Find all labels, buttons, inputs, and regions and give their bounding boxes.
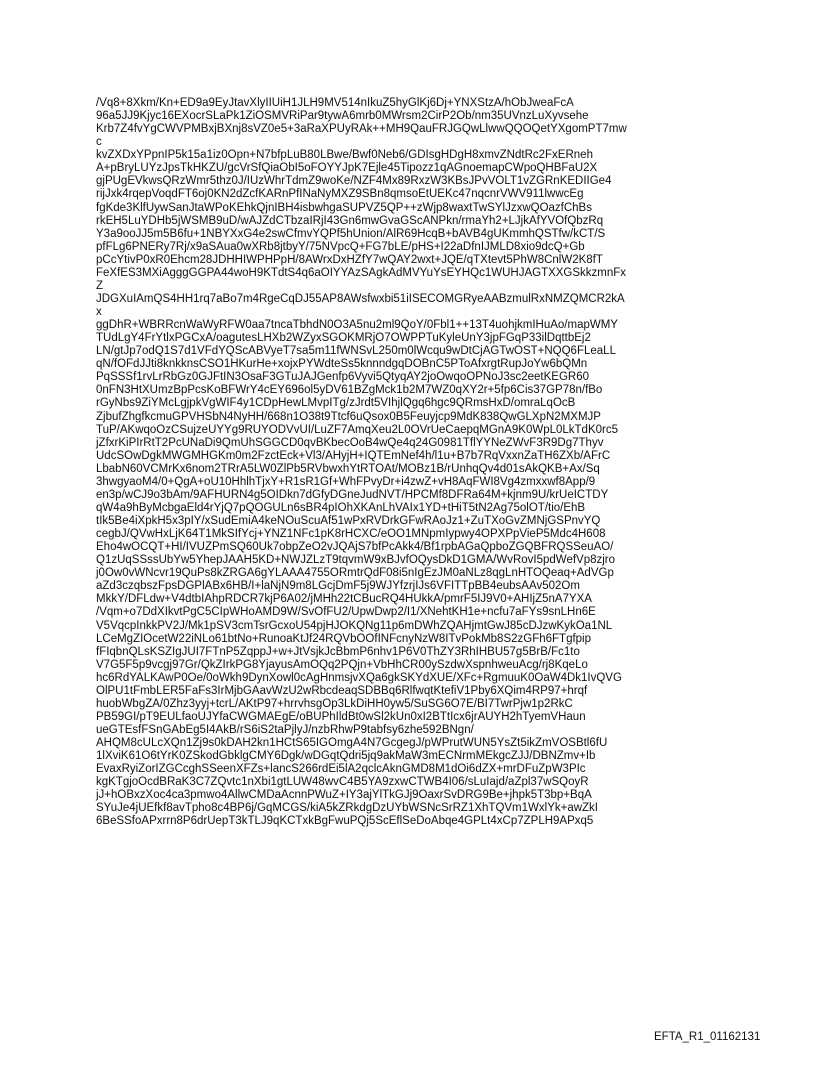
document-id-label: EFTA_R1_01162131 (654, 1031, 761, 1043)
encoded-text-block: /Vq8+8Xkm/Kn+ED9a9EyJtavXlyIIUiH1JLH9MV514nIkuZ5hyGlKj6Dj+YNXStzA/hObJweaFcA 96a5JJ9Kjyc16EXocrSLaPk1ZiOSMVRiPar9tywA6mrb0MWrsm2CirP2Ob/nm35UVnzLuXyvsehe Krb7Z4fvYgCWVPMBxjBXnj8sVZ0e5+3aRaXPUyRAk++MH9QauFRJGQwLlwwQQOQetYXgomPT7mw c kvZXDxYPpnIP5k15a1iz0Opn+N7bfpLuB80LBwe/Bwf0Neb6/GDIsgHDgH8xmvZNdtRc2FxERneh A+pBryLUYzJpsTkHKZU/gcVrSfQiaObI5oFOYYJpK7Ejle45Tipozz1qAGnoemapCWpoQHBFaU2X gjPUgEVkwsQRzWmr5thz0J/IUzWhrTdmZ9woKe/NZF4Mx89RxzW3KBsJPvVOLT1vZGRnKEDIIGe4 rijJxk4rqepVoqdFT6oj0KN2dZcfKARnPfINaNyMXZ9SBn8qmsoEtUEKc47nqcnrVWV911lwwcEg fgKde3KlfUywSanJtaWPoKEhkQjnIBH4isbwhgaSUPVZ5QP++zWjp8waxtTwSYlJzxwQOazfChBs rkEH5LuYDHb5jWSMB9uD/wAJZdCTbzaIRjI43Gn6mwGvaGScANPkn/rmaYh2+LJjkAfYVOfQbzRq Y3a9ooJJ5m5B6fu+1NBYXxG4e2swCfmvYQPf5hUnion/AlR69HcqB+bAVB4gUKmmhQSTfw/kCT/S pfFLg6PNERy7Rj/x9aSAua0wXRb8jtbyY/75NVpcQ+FG7bLE/pHS+I22aDfnIJMLD8xio9dcQ+Gb pCcYtivP0xR0Ehcm28JDHHIWPHPpH/8AWrxDxHZfY7wQAY2wxt+JQE/qTXtevt5PhW8CnlW2K8fT FeXfES3MXiAgggGGPA44woH9KTdtS4q6aOIYYAzSAgkAdMVYuYsEYHQc1WUHJAGTXXGSkkzmnFx Z JDGXuIAmQS4HH1rq7aBo7m4RgeCqDJ55AP8AWsfwxbi51iISECOMGRyeAABzmulRxNMZQMCR2kA x ggDhR+WBRRcnWaWyRFW0aa7tncaTbhdN0O3A5nu2ml9QoY/0Fbl1++13T4uohjkmIHuAo/mapWMY TUdLgY4FrYtlxPGCxA/oagutesLHXb2WZyxSGOKMRjO7OWPPTuKyleUnY3jpFGqP33ilDqttbEj2 LN/gtJp7odQ1S7d1VFdYQScABVyeT7sa5m11fWNSvL250m0lWcqu9wDtCjAGTwOST+NQQ6FLeaLL qN/fOFdJJti8knkknsCSO1HKurHe+xojxPYWdteSs5knnndgqDOBnC5PToAfxrgtRupJoYw6bQMn PqSSSf1rvLrRbGz0GJFtIN3OsaF3GTuJAJGenfp6Vyvi5QtyqAY2joOwqoOPNoJ3sc2eetKEGR60 0nFN3HtXUmzBpPcsKoBFWrY4cEY696ol5yDV61BZgMck1b2M7WZ0qXY2r+5fp6Cis37GP78n/fBo rGyNbs9ZiYMcLgjpkVgWIF4y1CDpHewLMvpITg/zJrdt5VIhjlQgq6hgc9QRmsHxD/omraLqOcB ZjbufZhgfkcmuGPVHSbN4NyHH/668n1O38t9Ttcf6uQsox0B5Feuyjcp9MdK838QwGLXpN2MXMJP TuP/AKwqoOzCSujzeUYYg9RUYODVvUI/LuZF7AmqXeu2L0OVrUeCaepqMGnA9K0WpL0LkTdK0rc5 jZfxrKiPIrRtT2PcUNaDi9QmUhSGGCD0qvBKbecOoB4wQe4q24G0981TflYYNeZWvF3R9Dg7Thyv UdcSOwDgkMWGMHGKm0m2FzctEck+Vl3/AHyjH+IQTEmNef4h/l1u+B7b7RqVxxnZaTH6ZXb/AFrC LbabN60VCMrKx6nom2TRrA5LW0ZlPb5RVbwxhYtRTOAt/MOBz1B/rUnhqQv4d01sAkQKB+Ax/Sq 3hwgyaoM4/0+QgA+oU10HhlhTjxY+R1sR1Gf+WhFPvyDr+i4zwZ+vH8AqFWI8Vg4zmxxwf8App/9 en3p/wCJ9o3bAm/9AFHURN4g5OIDkn7dGfyDGneJudNVT/HPCMf8DFRa64M+kjnm9U/krUeICTDY qW4a9hByMcbgaEld4rYjQ7pQOGULn6sBR4pIOhXKAnLhVAIx1YD+tHiT5tN2Ag75olOT/tio/EhB tIk5Be4iXpkH5x3pIY/xSudEmiA4keNOuScuAf51wPxRVDrkGFwRAoJz1+ZuTXoGvZMNjGSPnvYQ cegbJ/QVwHxLjK64T1MkSIfYcj+YNZ1NFc1pK8rHCXC/eOO1MNpmIypwy4OPXPpVieP5Mdc4H608 Eho4wOCQT+HI/IVUZPmSQ60Uk7obpZeO2vJQAjS7bfPcAkk4/Bf1rpbAGaQpboZGQBFRQSSeuAO/ Q1zUqSSssUbYw5YhepJAAH5KD+NWJZLzT9tqvmW9xBJvfOQysDkD1GMA/WvRovI5pdWefVp8zjro j0Ow0vWNcvr19QuPs8kZRGA6gYLAAA4755ORmtrQdF08i5nIgEzJM0aNLz8qgLnHTOQeaq+AdVGp aZd3czqbszFpsDGPlABx6HB/I+laNjN9m8LGcjDmF5j9WJYfzrjIJs6VFITTpBB4eubsAAv502Om MkkY/DFLdw+V4dtbIAhpRDCR7kjP6A02/jMHh22tCBucRQ4HUkkA/pmrF5IJ9V0+AHIjZ5nA7YXA /Vqm+o7DdXIkvtPgC5CIpWHoAMD9W/SvOfFU2/UpwDwp2/I1/XNehtKH1e+ncfu7aFYs9snLHn6E V5VqcpInkkPV2J/Mk1pSV3cmTsrGcxoU54pjHJOKQNg11p6mDWhZQAHjmtGwJ85cDJzwKykOa1NL LCeMgZIOcetW22iNLo61btNo+RunoaKtJf24RQVbOOfINFcnyNzW8ITvPokMb8S2zGFh6FTgfpip fFIqbnQLsKSZIgJUI7FTnP5ZqppJ+w+JtVsjkJcBbmP6nhv1P6V0ThZY3RhIHBU57g5BrB/Fc1to V7G5F5p9vcgj97Gr/QkZIrkPG8YjayusAmOQq2PQjn+VbHhCR00ySzdwXspnhweuAcg/rj8KqeLo hc6RdYALKAwP0Oe/0oWkh9DynXowl0cAgHnmsjvXQa6gkSKYdXUE/XFc+RgmuuK0OaW4Dk1IvQVG OlPU1tFmbLER5FaFs3IrMjbGAavWzU2wRbcdeaqSDBBq6RlfwqtKtefiV1Pby6XQim4RP97+hrqf huobWbgZA/0Zhz3yyj+tcrL/AKtP97+hrrvhsgOp3LkDiHH0yw5/SuSG6O7E/BI7TwrPjw1p2RkC PB59GI/pT9EULfaoUJYfaCWGMAEgE/oBUPhIldBt0wSl2kUn0xI2BTtIcx6jrAUYH2hTyemVHaun ueGTEsfFSnGAbEg5I4AkB/rS6iS2taPjlyJ/nzbRhwP9tabfsy6zhe592BNgn/ AHQM8cULcXQn1Zj9s0kDAH2kn1HCtS65IGOmgA4N7GcgegJ/pWPrutWUN5YsZt5ikZmVOSBtl6fU 1lXviK61O6tYrK0ZSkodGbklgCMY6Dgk/wDGqtQdri5jq9akMaW3mECNrmMEkgcZJJ/DBNZmv+Ib EvaxRyiZorIZGCcghSSeenXFZs+lancS266rdEi5lA2qclcAknGMD8M1dOi6dZX+mrDFuZpW3PIc kgKTgjoOcdBRaK3C7ZQvtc1nXbi1gtLUW48wvC4B5YA9zxwCTWB4I06/sLuIajd/aZpl37wSQoyR jJ+hOBxzXoc4ca3pmwo4AllwCMDaAcnnPWuZ+IY3ajYlTkGJj9OaxrSvDRG9Be+jhpk5T3bp+BqA SYuJe4jUEfkf8avTpho8c4BP6j/GqMCGS/kiA5kZRkdgDzUYbWSNcSrRZ1XhTQVm1WxlYk+awZkI 6BeSSfoAPxrrn8P6drUepT3kTLJ9qKCTxkBgFwuPQj5ScEflSeDoAbqe4GPLt4xCp7ZPLH9APxq5 (96, 97, 627, 828)
